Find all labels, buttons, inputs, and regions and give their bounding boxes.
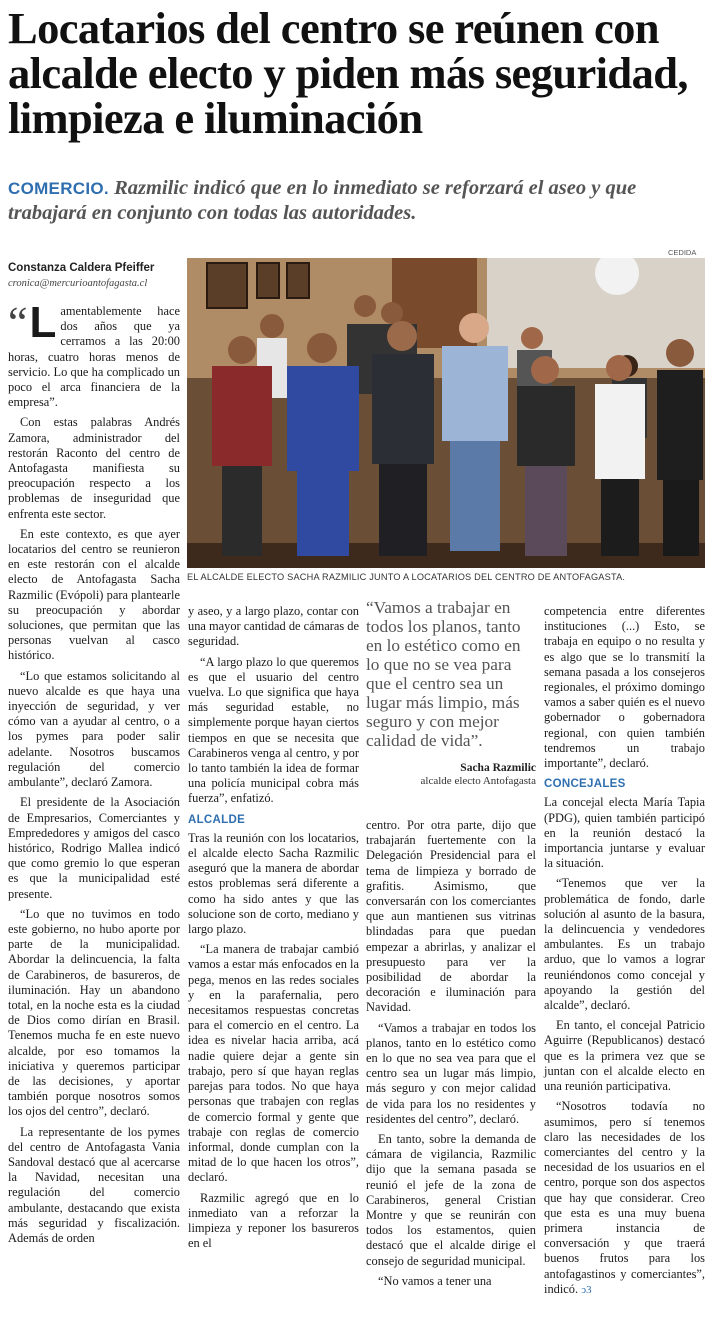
paragraph: y aseo, y a largo plazo, contar con una mayor cantidad de cámaras de seguridad. xyxy=(188,604,359,649)
paragraph: La concejal electa María Tapia (PDG), quien también participó en la reunión destacó la importancia juntarse y evaluar la situación. xyxy=(544,795,705,871)
pull-quote-role: alcalde electo Antofagasta xyxy=(420,775,536,787)
paragraph: En este contexto, es que ayer locatarios del centro se reunieron en este restorán con el alcalde electo de Antofagasta Sacha Razmilic (Evópoli) para plantearle su preocupación y abordar soluciones, que permitan que las personas vuelvan al casco histórico. xyxy=(8,526,180,663)
end-of-article-icon: ↄ3 xyxy=(581,1283,592,1296)
paragraph: En tanto, sobre la demanda de cámara de vigilancia, Razmilic dijo que la semana pasada se reunió el jefe de la zona de Carabineros, general Cristian Montre y que se reunirán con todos los estamentos, quien destacó que el alcalde dirige el consejo de seguridad municipal. xyxy=(366,1132,536,1268)
paragraph: “No vamos a tener una xyxy=(378,1273,492,1288)
paragraph: “A largo plazo lo que queremos es que el usuario del centro vuelva. Lo que significa que haya más seguridad estable, no simplemente porque hayan ciertos tiempos en que se necesita que Carabineros venga al centro, y por lo tanto también la idea de formar una policía municipal cobra más fuerza”, enfatizó. xyxy=(188,654,359,806)
pull-quote xyxy=(366,598,536,787)
paragraph: La representante de los pymes del centro de Antofagasta Vania Sandoval destacó que al acercarse la Navidad, necesitan una regulación del comercio ambulante, destacando que exista más seguridad y fiscalización. Además de orden xyxy=(8,1124,180,1245)
paragraph: Tras la reunión con los locatarios, el alcalde electo Sacha Razmilic aseguró que la manera de abordar estos problemas será diferente a como ha sido antes y que las solucione son de corto, mediano y largo plazo. xyxy=(188,830,359,937)
headline: Locatarios del centro se reúnen con alcalde electo y piden más seguridad, limpieza e iluminación xyxy=(8,3,688,143)
column-1 xyxy=(8,298,180,1251)
paragraph: En tanto, el concejal Patricio Aguirre (Republicanos) destacó que es la primera vez que se juntan con el alcalde electo en una reunión participativa. xyxy=(544,1018,705,1094)
byline xyxy=(8,262,180,289)
author-name: Constanza Caldera Pfeiffer xyxy=(8,262,155,274)
photo-caption: EL ALCALDE ELECTO SACHA RAZMILIC JUNTO A LOCATARIOS DEL CENTRO DE ANTOFAGASTA. xyxy=(187,572,626,582)
subhead-text: Razmilic indicó que en lo inmediato se reforzará el aseo y que trabajará en conjunto con todas las autoridades. xyxy=(8,177,637,224)
group-photo-illustration xyxy=(187,258,705,568)
paragraph: “Lo que estamos solicitando al nuevo alcalde es que haya una inyección de seguridad, y ver cómo van a ayudar al centro, o a los pymes para poder salir adelante. Nosotros buscamos regulación del comercio ambulante”, declaró Zamora. xyxy=(8,668,180,790)
paragraph: competencia entre diferentes instituciones (...) Esto, se trabaja en equipo o no resulta y es algo que se lo transmití la semana pasada a los consejeros regionales, el próximo domingo vamos a saber quién es el nuevo gobernador o gobernadora regional, con quien también tendremos un trabajo importante”, declaró. xyxy=(544,604,705,771)
column-4 xyxy=(544,604,705,1303)
author-email[interactable]: cronica@mercurioantofagasta.cl xyxy=(8,278,148,289)
paragraph: Con estas palabras Andrés Zamora, administrador del restorán Raconto del centro de Antofagasta manifiesta su preocupación respecto a los problemas de inseguridad que enfrenta este sector. xyxy=(8,415,180,521)
column-3 xyxy=(366,818,536,1294)
paragraph: “Lo que no tuvimos en todo este gobierno, no hubo aporte por parte de la municipalidad. Abordar la delincuencia, la falta de Carabineros, de basureros, de iluminación. Hay un abandono total, en la noche esta es la ciudad de Dios como dirían en Brasil. Tenemos mucha fe en este nuevo alcalde, por eso tomamos la iniciativa y queremos participar de las decisiones, y aportar también porque nosotros somos los ojos del centro”, declaró. xyxy=(8,906,180,1119)
lead-paragraph xyxy=(8,298,180,410)
lead-text: amentablemente hace dos años que ya cerramos a las 20:00 horas, cuatro horas menos de servicio. Lo que ha complicado un poco el arca financiera de la empresa”. xyxy=(8,304,180,410)
paragraph xyxy=(544,1099,705,1298)
paragraph: “Vamos a trabajar en todos los planos, tanto en lo estético como en lo que no sea vea para que el centro sea un lugar más limpio, más seguro y con mejor calidad de vida para los no residentes y residentes del centro”, declaró. xyxy=(366,1020,536,1126)
article-photo xyxy=(187,258,705,568)
drop-cap: L xyxy=(29,298,57,347)
open-quote-mark: “ xyxy=(8,298,28,347)
section-heading-alcalde: ALCALDE xyxy=(188,813,246,826)
subhead-kicker: COMERCIO. xyxy=(8,179,109,198)
paragraph: centro. Por otra parte, dijo que trabajarán fuertemente con la Delegación Presidencial para el tema de limpieza y borrado de grafitis. Asimismo, que conversarán con los comerciantes que aun mantienen sus vitrinas blindadas para que puedan empezar a abrirlas, y analizar el presupuesto para ver la posibilidad de abordar la decoración e iluminación para Navidad. xyxy=(366,818,536,1015)
paragraph: “Tenemos que ver la problemática de fondo, darle solución al asunto de la basura, la delincuencia y vendedores ambulantes. Es un trabajo arduo, que lo vamos a lograr reuniéndonos como concejal y apoyando la gestión del alcalde”, declaró. xyxy=(544,876,705,1013)
paragraph: El presidente de la Asociación de Empresarios, Comerciantes y Emprededores y amigos del casco histórico, Rodrigo Mallea indicó que como gremio lo que esperan es que la municipalidad esté presente. xyxy=(8,795,180,901)
pull-quote-text: “Vamos a trabajar en todos los planos, tanto en lo estético como en lo que no se vea para que el centro sea un lugar más limpio, más seguro y con mejor calidad de vida”. xyxy=(366,598,521,750)
subhead xyxy=(8,176,708,226)
photo-credit: CEDIDA xyxy=(668,248,697,257)
pull-quote-author: Sacha Razmilic xyxy=(460,762,536,774)
column-2 xyxy=(188,604,359,1256)
paragraph-text: “Nosotros todavía no asumimos, pero sí tenemos claro las necesidades de los comerciantes del centro y la necesidad de los usuarios en el centro, porque son dos aspectos que hay que considerar. Creo que esta es una muy buena primera instancia de conversación y que traerá buenos frutos para los antofagastinos y comerciantes”, indicó. xyxy=(544,1099,705,1296)
section-heading-concejales: CONCEJALES xyxy=(544,778,626,791)
paragraph: Razmilic agregó que en lo inmediato van a reforzar la limpieza y reponer los basureros en el xyxy=(188,1190,359,1251)
paragraph: “La manera de trabajar cambió vamos a estar más enfocados en la pega, menos en las redes sociales y en la parafernalia, pero necesitamos respuestas concretas para el comercio en el centro. La idea es nivelar hacia arriba, acá nadie quiere dejar a gente sin trabajo, pero sí que hayan reglas parejas para todos. No que haya personas que trabajen con reglas de comercio formal y gente que trabaje con reglas de comercio informal, donde cumplan con la mitad de lo que hacen los otros”, declaró. xyxy=(188,942,359,1185)
